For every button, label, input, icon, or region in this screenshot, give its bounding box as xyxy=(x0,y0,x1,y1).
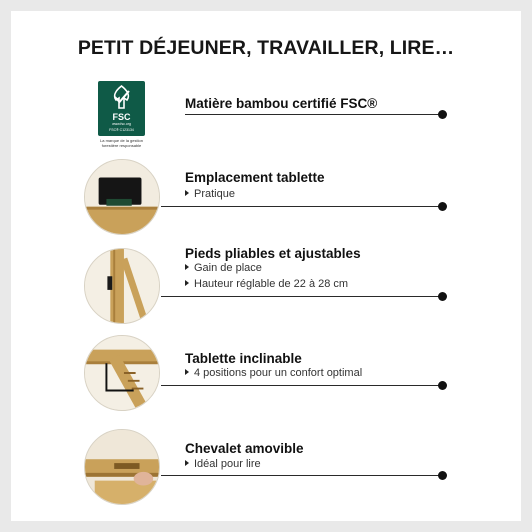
feature-title-fsc: Matière bambou certifié FSC® xyxy=(185,96,378,111)
feature-title-easel: Chevalet amovible xyxy=(185,441,304,456)
easel-photo xyxy=(84,429,160,505)
feature-bullet xyxy=(185,367,362,379)
tablet-slot-photo xyxy=(84,159,160,235)
folding-legs-photo xyxy=(84,248,160,324)
bullet-text: 4 positions pour un confort optimal xyxy=(194,367,363,379)
bullet-arrow-icon xyxy=(185,460,189,466)
feature-title-legs: Pieds pliables et ajustables xyxy=(185,246,361,261)
bullet-arrow-icon xyxy=(185,264,189,270)
connector-dot xyxy=(438,292,447,301)
feature-title-tablet: Emplacement tablette xyxy=(185,170,325,185)
fsc-website: www.fsc.org xyxy=(112,122,131,126)
feature-bullet xyxy=(185,262,262,274)
bullet-text: Gain de place xyxy=(194,262,262,274)
feature-bullet xyxy=(185,188,235,200)
connector-dot xyxy=(438,381,447,390)
connector-dot xyxy=(438,202,447,211)
fsc-badge xyxy=(98,81,145,136)
feature-title-tray: Tablette inclinable xyxy=(185,351,302,366)
page-title: PETIT DÉJEUNER, TRAVAILLER, LIRE… xyxy=(77,37,455,59)
connector-line xyxy=(161,385,443,386)
connector-line xyxy=(185,114,443,115)
connector-line xyxy=(161,475,443,476)
tilting-tray-photo xyxy=(84,335,160,411)
fsc-mark: FSC xyxy=(112,112,131,122)
feature-bullet xyxy=(185,278,348,290)
connector-line xyxy=(161,296,443,297)
infographic-card xyxy=(11,11,521,521)
feature-bullet xyxy=(185,458,261,470)
bullet-text: Pratique xyxy=(194,188,235,200)
bullet-text: Hauteur réglable de 22 à 28 cm xyxy=(194,278,349,290)
connector-dot xyxy=(438,471,447,480)
tree-checkmark-icon xyxy=(98,81,145,113)
connector-dot xyxy=(438,110,447,119)
connector-line xyxy=(161,206,443,207)
fsc-code: FSC® C123134 xyxy=(109,128,134,132)
bullet-text: Idéal pour lire xyxy=(194,458,261,470)
bullet-arrow-icon xyxy=(185,369,189,375)
bullet-arrow-icon xyxy=(185,190,189,196)
bullet-arrow-icon xyxy=(185,280,189,286)
fsc-caption: La marque de la gestion forestière responsable xyxy=(100,138,143,148)
